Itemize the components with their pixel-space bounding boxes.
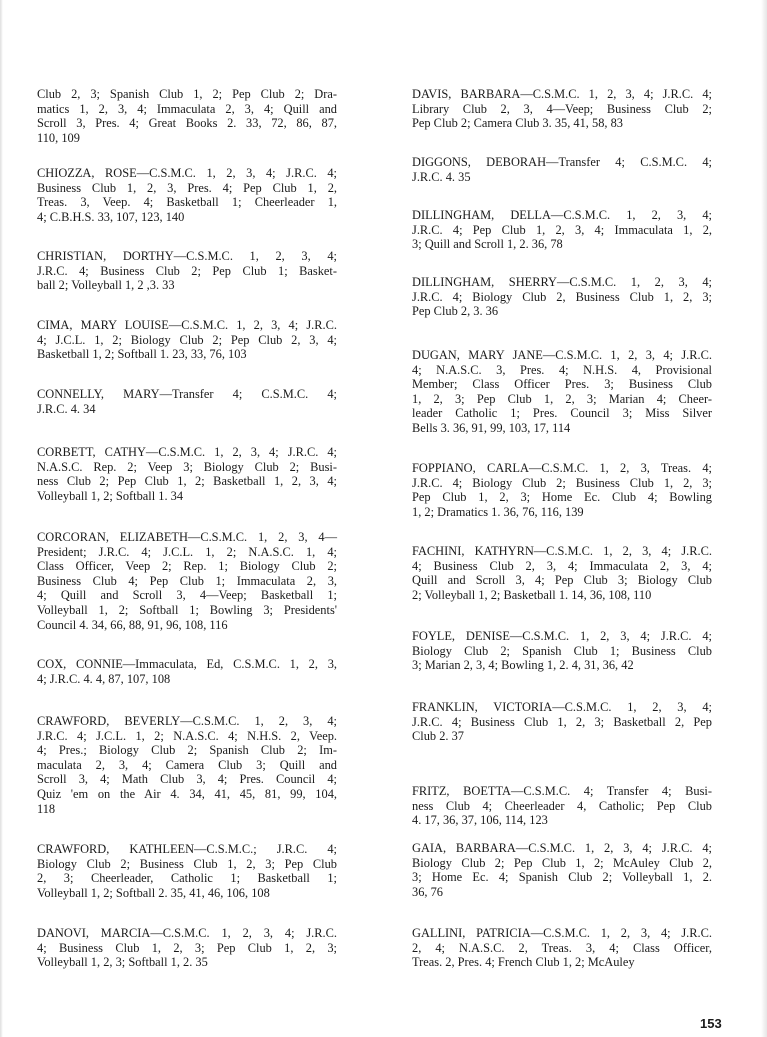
entry-line: FOYLE, DENISE—C.S.M.C. 1, 2, 3, 4; J.R.C. 4; — [412, 629, 712, 643]
page-number: 153 — [700, 1016, 722, 1031]
entry-line: maculata 2, 3, 4; Camera Club 3; Quill and — [37, 757, 337, 772]
entry-line: Treas. 3, Veep. 4; Basketball 1; Cheerleader 1, — [37, 195, 337, 210]
entry-line: FACHINI, KATHYRN—C.S.M.C. 1, 2, 3, 4; J.R.C. — [412, 544, 712, 558]
directory-entry — [412, 87, 712, 131]
entry-line: ball 2; Volleyball 1, 2 ,3. 33 — [37, 278, 175, 293]
entry-line: J.R.C. 4; Biology Club 2; Business Club 1, 2, 3; — [412, 475, 712, 490]
entry-line: FOPPIANO, CARLA—C.S.M.C. 1, 2, 3, Treas. 4; — [412, 461, 712, 475]
directory-entry — [412, 926, 712, 970]
entry-line: 3; Marian 2, 3, 4; Bowling 1, 2. 4, 31, 36, 42 — [412, 658, 634, 673]
entry-line: J.R.C. 4; J.C.L. 1, 2; N.A.S.C. 4; N.H.S. 2, Veep. — [37, 728, 337, 743]
entry-line: CHRISTIAN, DORTHY—C.S.M.C. 1, 2, 3, 4; — [37, 249, 337, 263]
entry-line: Member; Class Officer Pres. 3; Business Club — [412, 377, 712, 392]
entry-line: 4; Quill and Scroll 3, 4—Veep; Basketball 1; — [37, 588, 337, 603]
entry-line: 3; Quill and Scroll 1, 2. 36, 78 — [412, 237, 563, 252]
directory-entry — [37, 926, 337, 970]
entry-line: Library Club 2, 3, 4—Veep; Business Club 2; — [412, 101, 712, 116]
directory-entry — [37, 714, 337, 816]
entry-line: CORBETT, CATHY—C.S.M.C. 1, 2, 3, 4; J.R.C. 4; — [37, 445, 337, 459]
entry-line: 4; J.R.C. 4. 4, 87, 107, 108 — [37, 671, 171, 686]
directory-entry — [412, 700, 712, 744]
entry-line: J.R.C. 4; Biology Club 2, Business Club 1, 2, 3; — [412, 289, 712, 304]
entry-line: J.R.C. 4. 35 — [412, 169, 471, 184]
entry-line: CRAWFORD, BEVERLY—C.S.M.C. 1, 2, 3, 4; — [37, 714, 337, 728]
entry-line: Volleyball 1, 2; Softball 1; Bowling 3; Presidents' — [37, 602, 337, 617]
directory-entry — [412, 155, 712, 184]
entry-line: Class Officer, Veep 2; Rep. 1; Biology Club 2; — [37, 559, 337, 574]
entry-line: DILLINGHAM, DELLA—C.S.M.C. 1, 2, 3, 4; — [412, 208, 712, 222]
entry-line: Treas. 2, Pres. 4; French Club 1, 2; McAuley — [412, 955, 635, 970]
entry-line: CIMA, MARY LOUISE—C.S.M.C. 1, 2, 3, 4; J.R.C. — [37, 318, 337, 332]
entry-line: Quiz 'em on the Air 4. 34, 41, 45, 81, 99, 104, — [37, 786, 337, 801]
directory-entry — [412, 208, 712, 252]
entry-line: Volleyball 1, 2; Softball 1. 34 — [37, 488, 184, 503]
page-right-edge-shadow — [761, 0, 767, 1037]
entry-line: 4; Business Club 2, 3, 4; Immaculata 2, 3, 4; — [412, 558, 712, 573]
directory-entry — [412, 275, 712, 319]
entry-line: leader Catholic 1; Pres. Council 3; Miss Silver — [412, 406, 712, 421]
page-left-edge-shadow — [0, 0, 3, 1037]
entry-line: DAVIS, BARBARA—C.S.M.C. 1, 2, 3, 4; J.R.C. 4; — [412, 87, 712, 101]
entry-line: Business Club 1, 2, 3, Pres. 4; Pep Club 1, 2, — [37, 180, 337, 195]
entry-line: Biology Club 2; Pep Club 1, 2; McAuley Club 2, — [412, 855, 712, 870]
entry-line: CORCORAN, ELIZABETH—C.S.M.C. 1, 2, 3, 4— — [37, 530, 337, 544]
entry-line: 36, 76 — [412, 884, 443, 899]
entry-line: FRANKLIN, VICTORIA—C.S.M.C. 1, 2, 3, 4; — [412, 700, 712, 714]
entry-line: Biology Club 2; Spanish Club 1; Business Club — [412, 643, 712, 658]
entry-line: 1, 2, 3; Pep Club 1, 2, 3; Marian 4; Cheer- — [412, 391, 712, 406]
directory-entry — [412, 629, 712, 673]
directory-entry — [412, 544, 712, 602]
entry-line: 1, 2; Dramatics 1. 36, 76, 116, 139 — [412, 504, 584, 519]
entry-line: DANOVI, MARCIA—C.S.M.C. 1, 2, 3, 4; J.R.C. — [37, 926, 337, 940]
entry-line: Pep Club 1, 2, 3; Home Ec. Club 4; Bowling — [412, 490, 712, 505]
directory-entry — [37, 445, 337, 503]
entry-line: Scroll 3, Pres. 4; Great Books 2. 33, 72, 86, 87, — [37, 116, 337, 131]
entry-line: GAIA, BARBARA—C.S.M.C. 1, 2, 3, 4; J.R.C. 4; — [412, 841, 712, 855]
entry-line: 110, 109 — [37, 130, 80, 145]
entry-line: ness Club 2; Pep Club 1, 2; Basketball 1, 2, 3, 4; — [37, 474, 337, 489]
entry-line: CHIOZZA, ROSE—C.S.M.C. 1, 2, 3, 4; J.R.C. 4; — [37, 166, 337, 180]
entry-line: J.R.C. 4; Business Club 2; Pep Club 1; Basket- — [37, 263, 337, 278]
entry-line: CONNELLY, MARY—Transfer 4; C.S.M.C. 4; — [37, 387, 337, 401]
entry-line: DUGAN, MARY JANE—C.S.M.C. 1, 2, 3, 4; J.R.C. — [412, 348, 712, 362]
entry-line: Biology Club 2; Business Club 1, 2, 3; Pep Club — [37, 856, 337, 871]
entry-line: J.R.C. 4. 34 — [37, 401, 96, 416]
entry-line: Pep Club 2; Camera Club 3. 35, 41, 58, 83 — [412, 116, 623, 131]
entry-line: Quill and Scroll 3, 4; Pep Club 3; Biology Club — [412, 573, 712, 588]
entry-line: Council 4. 34, 66, 88, 91, 96, 108, 116 — [37, 617, 228, 632]
entry-line: Business Club 4; Pep Club 1; Immaculata 2, 3, — [37, 573, 337, 588]
entry-line: 2, 3; Cheerleader, Catholic 1; Basketball 1; — [37, 871, 337, 886]
entry-line: matics 1, 2, 3, 4; Immaculata 2, 3, 4; Quill and — [37, 101, 337, 116]
entry-line: DILLINGHAM, SHERRY—C.S.M.C. 1, 2, 3, 4; — [412, 275, 712, 289]
directory-entry — [37, 530, 337, 632]
directory-entry — [37, 842, 337, 900]
entry-line: 4; Pres.; Biology Club 2; Spanish Club 2; Im- — [37, 743, 337, 758]
entry-line: 2, 4; N.A.S.C. 2, Treas. 3, 4; Class Officer, — [412, 940, 712, 955]
entry-line: 118 — [37, 801, 56, 816]
directory-entry — [37, 657, 337, 686]
directory-entry — [37, 318, 337, 362]
entry-line: FRITZ, BOETTA—C.S.M.C. 4; Transfer 4; Busi- — [412, 784, 712, 798]
directory-entry — [412, 461, 712, 519]
directory-entry — [37, 249, 337, 293]
entry-line: 4; Business Club 1, 2, 3; Pep Club 1, 2, 3; — [37, 940, 337, 955]
entry-line: 3; Home Ec. 4; Spanish Club 2; Volleyball 1, 2. — [412, 870, 712, 885]
entry-line: 4; N.A.S.C. 3, Pres. 4; N.H.S. 4, Provisional — [412, 362, 712, 377]
directory-entry — [412, 841, 712, 899]
directory-entry — [37, 387, 337, 416]
entry-line: Volleyball 1, 2; Softball 2. 35, 41, 46, 106, 108 — [37, 885, 270, 900]
entry-line: 4; J.C.L. 1, 2; Biology Club 2; Pep Club 2, 3, 4; — [37, 332, 337, 347]
entry-line: Bells 3. 36, 91, 99, 103, 17, 114 — [412, 420, 571, 435]
entry-line: J.R.C. 4; Pep Club 1, 2, 3, 4; Immaculata 1, 2, — [412, 222, 712, 237]
entry-line: Volleyball 1, 2, 3; Softball 1, 2. 35 — [37, 955, 208, 970]
entry-line: Pep Club 2, 3. 36 — [412, 304, 499, 319]
entry-line: GALLINI, PATRICIA—C.S.M.C. 1, 2, 3, 4; J.R.C. — [412, 926, 712, 940]
entry-line: Club 2, 3; Spanish Club 1, 2; Pep Club 2; Dra- — [37, 87, 337, 101]
directory-entry — [37, 87, 337, 145]
entry-line: Club 2. 37 — [412, 729, 464, 744]
entry-line: DIGGONS, DEBORAH—Transfer 4; C.S.M.C. 4; — [412, 155, 712, 169]
directory-entry — [37, 166, 337, 224]
directory-entry — [412, 784, 712, 828]
entry-line: 4; C.B.H.S. 33, 107, 123, 140 — [37, 209, 185, 224]
entry-line: President; J.R.C. 4; J.C.L. 1, 2; N.A.S.C. 1, 4; — [37, 544, 337, 559]
entry-line: Scroll 3, 4; Math Club 3, 4; Pres. Council 4; — [37, 772, 337, 787]
entry-line: COX, CONNIE—Immaculata, Ed, C.S.M.C. 1, 2, 3, — [37, 657, 337, 671]
entry-line: Basketball 1, 2; Softball 1. 23, 33, 76, 103 — [37, 347, 247, 362]
entry-line: CRAWFORD, KATHLEEN—C.S.M.C.; J.R.C. 4; — [37, 842, 337, 856]
entry-line: J.R.C. 4; Business Club 1, 2, 3; Basketball 2, Pep — [412, 714, 712, 729]
entry-line: N.A.S.C. Rep. 2; Veep 3; Biology Club 2; Busi- — [37, 459, 337, 474]
entry-line: ness Club 4; Cheerleader 4, Catholic; Pep Club — [412, 798, 712, 813]
directory-entry — [412, 348, 712, 436]
entry-line: 2; Volleyball 1, 2; Basketball 1. 14, 36, 108, 110 — [412, 587, 652, 602]
entry-line: 4. 17, 36, 37, 106, 114, 123 — [412, 813, 548, 828]
